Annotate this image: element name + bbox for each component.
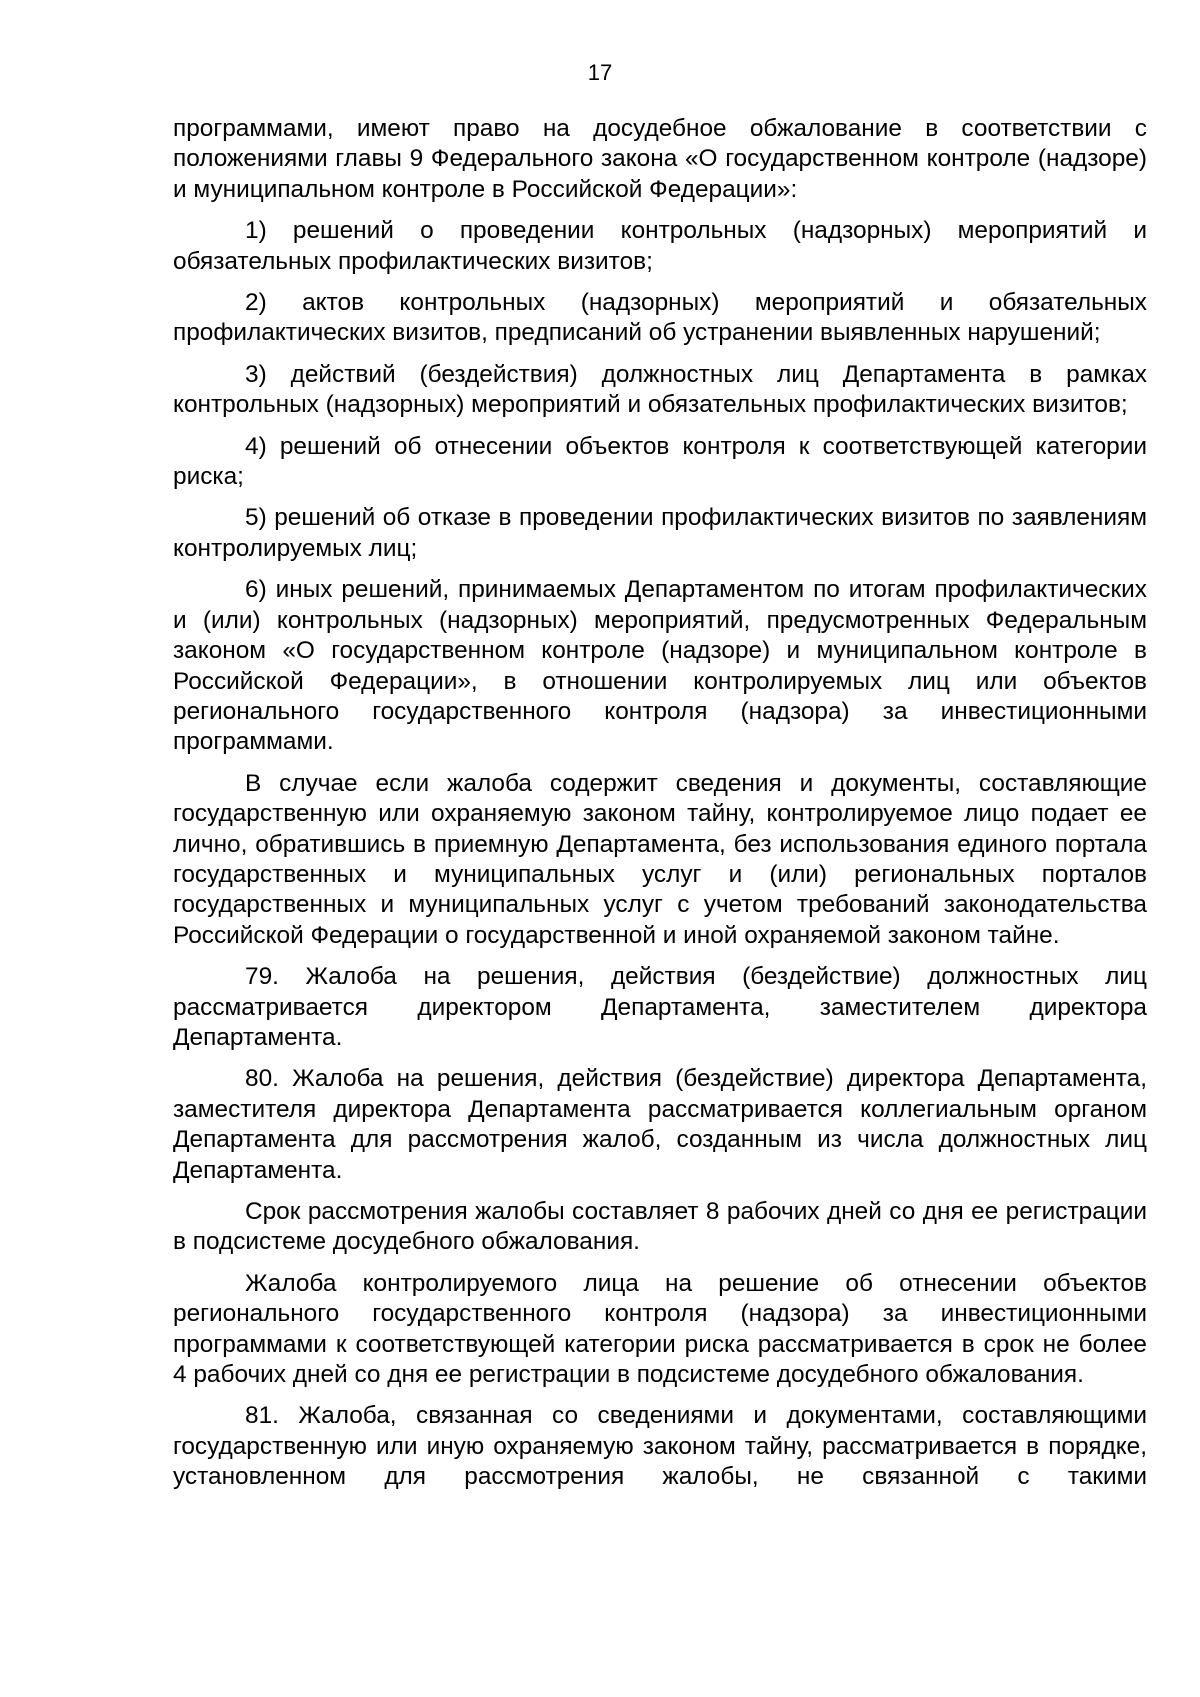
list-item-1: 1) решений о проведении контрольных (надзорных) мероприятий и обязательных профилактических визитов; bbox=[173, 217, 1147, 275]
list-item-2: 2) актов контрольных (надзорных) мероприятий и обязательных профилактических визитов, предписаний об устранении выявленных нарушений; bbox=[173, 289, 1147, 347]
document-body bbox=[173, 114, 1147, 1493]
paragraph-state-secret: В случае если жалоба содержит сведения и документы, составляющие государственную или охраняемую законом тайну, контролируемое лицо подает ее лично, обратившись в приемную Департамента, без использования единого портала государственных и муниципальных услуг и (или) региональных порталов государственных и муниципальных услуг с учетом требований законодательства Российской Федерации о государственной и иной охраняемой законом тайне. bbox=[173, 769, 1147, 949]
page-number: 17 bbox=[587, 60, 613, 85]
paragraph-risk-category-complaint: Жалоба контролируемого лица на решение об отнесении объектов регионального государственного контроля (надзора) за инвестиционными программами к соответствующей категории риска рассматривается в срок не более 4 рабочих дней со дня ее регистрации в подсистеме досудебного обжалования. bbox=[173, 1269, 1147, 1389]
list-item-5: 5) решений об отказе в проведении профилактических визитов по заявлениям контролируемых лиц; bbox=[173, 504, 1147, 562]
paragraph-continuation: программами, имеют право на досудебное обжалование в соответствии с положениями главы 9 Федерального закона «О государственном контроле (надзоре) и муниципальном контроле в Российской Федерации»: bbox=[173, 115, 1147, 203]
list-item-6: 6) иных решений, принимаемых Департаментом по итогам профилактических и (или) контрольных (надзорных) мероприятий, предусмотренных Федеральным законом «О государственном контроле (надзоре) и муниципальном контроле в Российской Федерации», в отношении контролируемых лиц или объектов регионального государственного контроля (надзора) за инвестиционными программами. bbox=[173, 576, 1147, 756]
list-item-3: 3) действий (бездействия) должностных лиц Департамента в рамках контрольных (надзорных) мероприятий и обязательных профилактических визитов; bbox=[173, 360, 1147, 419]
clause-81: 81. Жалоба, связанная со сведениями и документами, составляющими государственную или иную охраняемую законом тайну, рассматривается в порядке, установленном для рассмотрения жалобы, не связанной с такими bbox=[173, 1402, 1147, 1491]
paragraph-review-term: Срок рассмотрения жалобы составляет 8 рабочих дней со дня ее регистрации в подсистеме досудебного обжалования. bbox=[173, 1198, 1147, 1256]
list-item-4: 4) решений об отнесении объектов контроля к соответствующей категории риска; bbox=[173, 432, 1147, 491]
clause-79: 79. Жалоба на решения, действия (бездействие) должностных лиц рассматривается директором Департамента, заместителем директора Департамента. bbox=[173, 963, 1147, 1051]
clause-80: 80. Жалоба на решения, действия (бездействие) директора Департамента, заместителя директора Департамента рассматривается коллегиальным органом Департамента для рассмотрения жалоб, созданным из числа должностных лиц Департамента. bbox=[173, 1065, 1147, 1184]
